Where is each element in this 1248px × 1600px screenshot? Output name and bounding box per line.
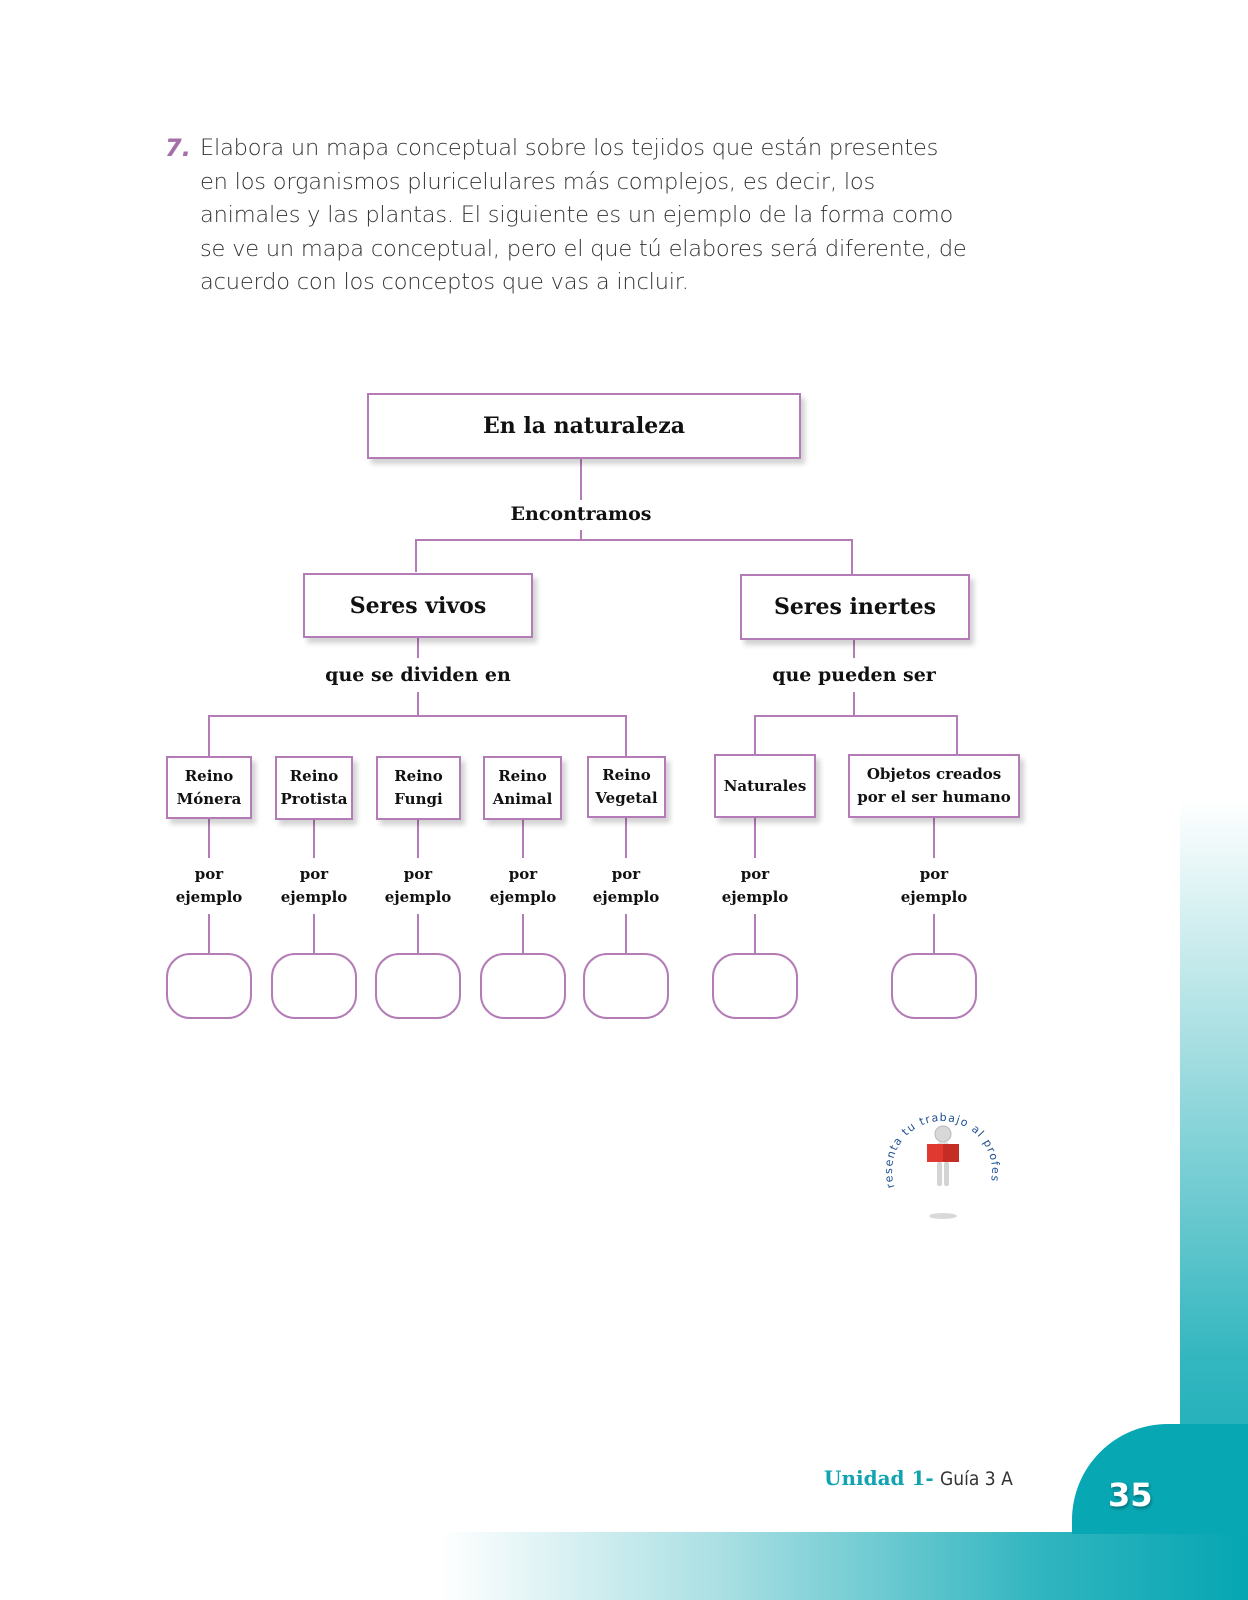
answer-box-3[interactable] bbox=[375, 953, 461, 1019]
page-number: 35 bbox=[1108, 1476, 1153, 1514]
node-naturales-label: Naturales bbox=[723, 776, 807, 795]
node-reino-animal bbox=[483, 756, 562, 820]
node-seres-inertes bbox=[740, 574, 970, 640]
badge-text: resenta tu trabajo al profes bbox=[881, 1110, 1002, 1190]
answer-box-6[interactable] bbox=[712, 953, 798, 1019]
node-reino-fungi-label: Reino Fungi bbox=[394, 767, 443, 808]
answer-box-4[interactable] bbox=[480, 953, 566, 1019]
link-por-ejemplo-6: por ejemplo bbox=[715, 863, 795, 909]
answer-box-2[interactable] bbox=[271, 953, 357, 1019]
node-reino-monera-label: Reino Mónera bbox=[176, 766, 242, 808]
person-reading-icon bbox=[880, 1100, 1005, 1225]
link-por-ejemplo-2: por ejemplo bbox=[274, 863, 354, 909]
link-por-ejemplo-5: por ejemplo bbox=[586, 863, 666, 909]
node-seres-vivos-label: Seres vivos bbox=[349, 592, 487, 619]
node-reino-fungi bbox=[376, 756, 461, 820]
node-root-label: En la naturaleza bbox=[482, 413, 686, 439]
node-reino-vegetal bbox=[587, 756, 666, 818]
link-root: Encontramos bbox=[481, 503, 681, 525]
node-seres-vivos bbox=[303, 573, 533, 638]
footer-guide: Guía 3 A bbox=[940, 1468, 1013, 1490]
node-seres-inertes-label: Seres inertes bbox=[773, 594, 936, 620]
link-por-ejemplo-3: por ejemplo bbox=[378, 863, 458, 909]
node-reino-vegetal-label: Reino Vegetal bbox=[595, 766, 658, 807]
node-reino-protista bbox=[275, 756, 353, 820]
link-por-ejemplo-7: por ejemplo bbox=[894, 863, 974, 909]
node-reino-animal-label: Reino Animal bbox=[492, 767, 553, 808]
node-reino-monera bbox=[166, 756, 252, 819]
node-objetos-creados-label: Objetos creados por el ser humano bbox=[857, 765, 1011, 806]
node-reino-protista-label: Reino Protista bbox=[280, 767, 348, 808]
node-root bbox=[367, 393, 801, 459]
answer-box-1[interactable] bbox=[166, 953, 252, 1019]
present-work-badge bbox=[880, 1100, 1005, 1225]
answer-box-7[interactable] bbox=[891, 953, 977, 1019]
answer-box-5[interactable] bbox=[583, 953, 669, 1019]
question-number: 7. bbox=[165, 134, 191, 162]
link-seres-inertes: que pueden ser bbox=[744, 664, 964, 686]
node-objetos-creados bbox=[848, 754, 1020, 818]
link-seres-vivos: que se dividen en bbox=[298, 664, 538, 686]
link-por-ejemplo-4: por ejemplo bbox=[483, 863, 563, 909]
node-naturales bbox=[714, 754, 816, 818]
footer-unit: Unidad 1- bbox=[824, 1466, 934, 1490]
question-text: Elabora un mapa conceptual sobre los tejidos que están presentes en los organismos pluricelulares más complejos, es decir, los animales y las plantas. El siguiente es un ejemplo de la forma como se ve un mapa conceptual, pero el que tú elabores será diferente, de acuerdo con los conceptos que vas a incluir. bbox=[200, 135, 967, 295]
link-por-ejemplo-1: por ejemplo bbox=[169, 863, 249, 909]
